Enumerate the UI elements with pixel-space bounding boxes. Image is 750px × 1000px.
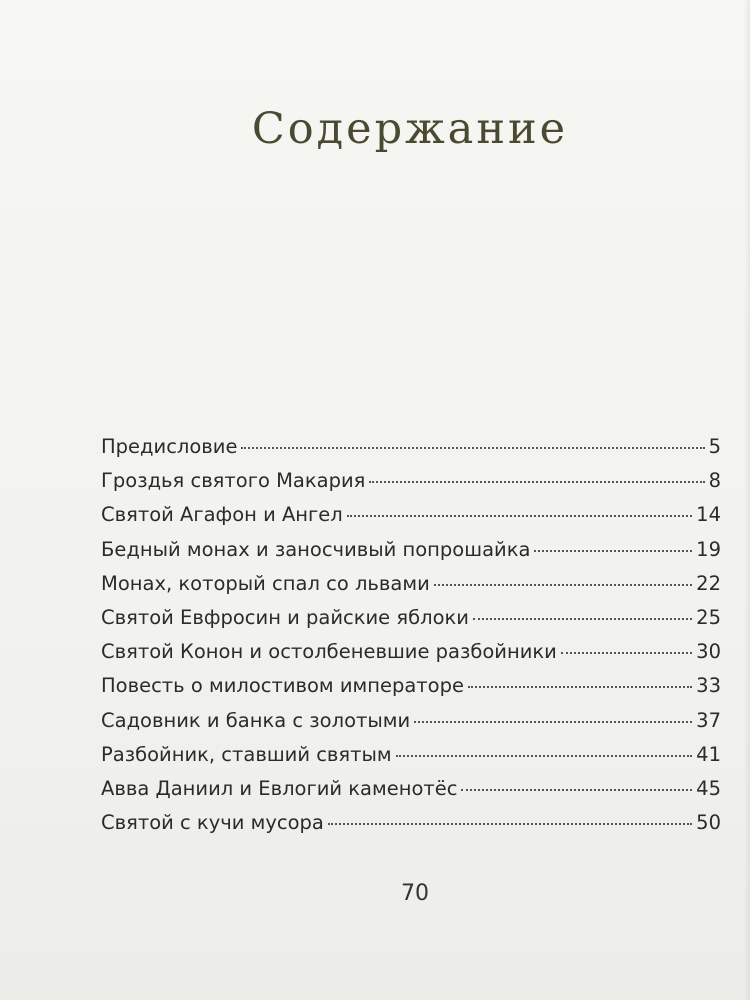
dot-leader — [369, 481, 704, 483]
toc-entry-page: 30 — [696, 640, 721, 664]
dot-leader — [561, 652, 692, 654]
dot-leader — [473, 618, 692, 620]
toc-entry-page: 8 — [708, 469, 721, 493]
toc-entry-page: 25 — [696, 605, 721, 629]
toc-entry-title: Гроздья святого Макария — [101, 469, 366, 493]
toc-entry-title: Разбойник, ставший святым — [101, 742, 392, 766]
toc-entry — [101, 601, 721, 635]
toc-entry-page: 37 — [696, 708, 721, 732]
toc-entry-title: Авва Даниил и Евлогий каменотёс — [101, 776, 458, 800]
toc-entry-title: Святой Агафон и Ангел — [101, 503, 343, 527]
toc-entry-title: Бедный монах и заносчивый попрошайка — [101, 537, 531, 561]
toc-entry-page: 19 — [696, 537, 721, 561]
toc-entry-title: Святой Конон и остолбеневшие разбойники — [101, 640, 557, 664]
toc-entry — [101, 806, 721, 840]
toc-entry — [101, 567, 721, 601]
dot-leader — [241, 447, 704, 449]
toc-entry — [101, 704, 721, 738]
toc-entry — [101, 533, 721, 567]
toc-entry-page: 22 — [696, 571, 721, 595]
toc-entry-page: 5 — [708, 435, 721, 458]
toc-entry-title: Святой с кучи мусора — [101, 811, 324, 835]
dot-leader — [534, 550, 692, 552]
toc-entry-page: 14 — [696, 503, 721, 527]
dot-leader — [434, 584, 692, 586]
dot-leader — [347, 515, 692, 517]
toc-entry-title: Монах, который спал со львами — [101, 571, 430, 595]
toc-entry-title: Садовник и банка с золотыми — [101, 708, 411, 732]
toc-entry-page: 50 — [696, 811, 721, 835]
table-of-contents — [101, 430, 721, 840]
toc-entry — [101, 464, 721, 498]
toc-heading: Содержание — [251, 104, 569, 154]
toc-entry-page: 33 — [696, 674, 721, 698]
toc-entry-page: 41 — [696, 742, 721, 766]
toc-entry — [101, 772, 721, 806]
toc-entry — [101, 669, 721, 703]
dot-leader — [468, 686, 692, 688]
toc-entry-title: Святой Евфросин и райские яблоки — [101, 605, 469, 629]
dot-leader — [396, 755, 693, 757]
dot-leader — [461, 789, 692, 791]
dot-leader — [328, 823, 692, 825]
toc-entry-title: Предисловие — [101, 435, 238, 458]
dot-leader — [414, 721, 692, 723]
toc-entry — [101, 430, 721, 464]
toc-entry — [101, 498, 721, 532]
toc-entry-page: 45 — [696, 776, 721, 800]
toc-entry — [101, 635, 721, 669]
page-number: 70 — [401, 881, 429, 906]
toc-entry — [101, 738, 721, 772]
toc-entry-title: Повесть о милостивом императоре — [101, 674, 464, 698]
